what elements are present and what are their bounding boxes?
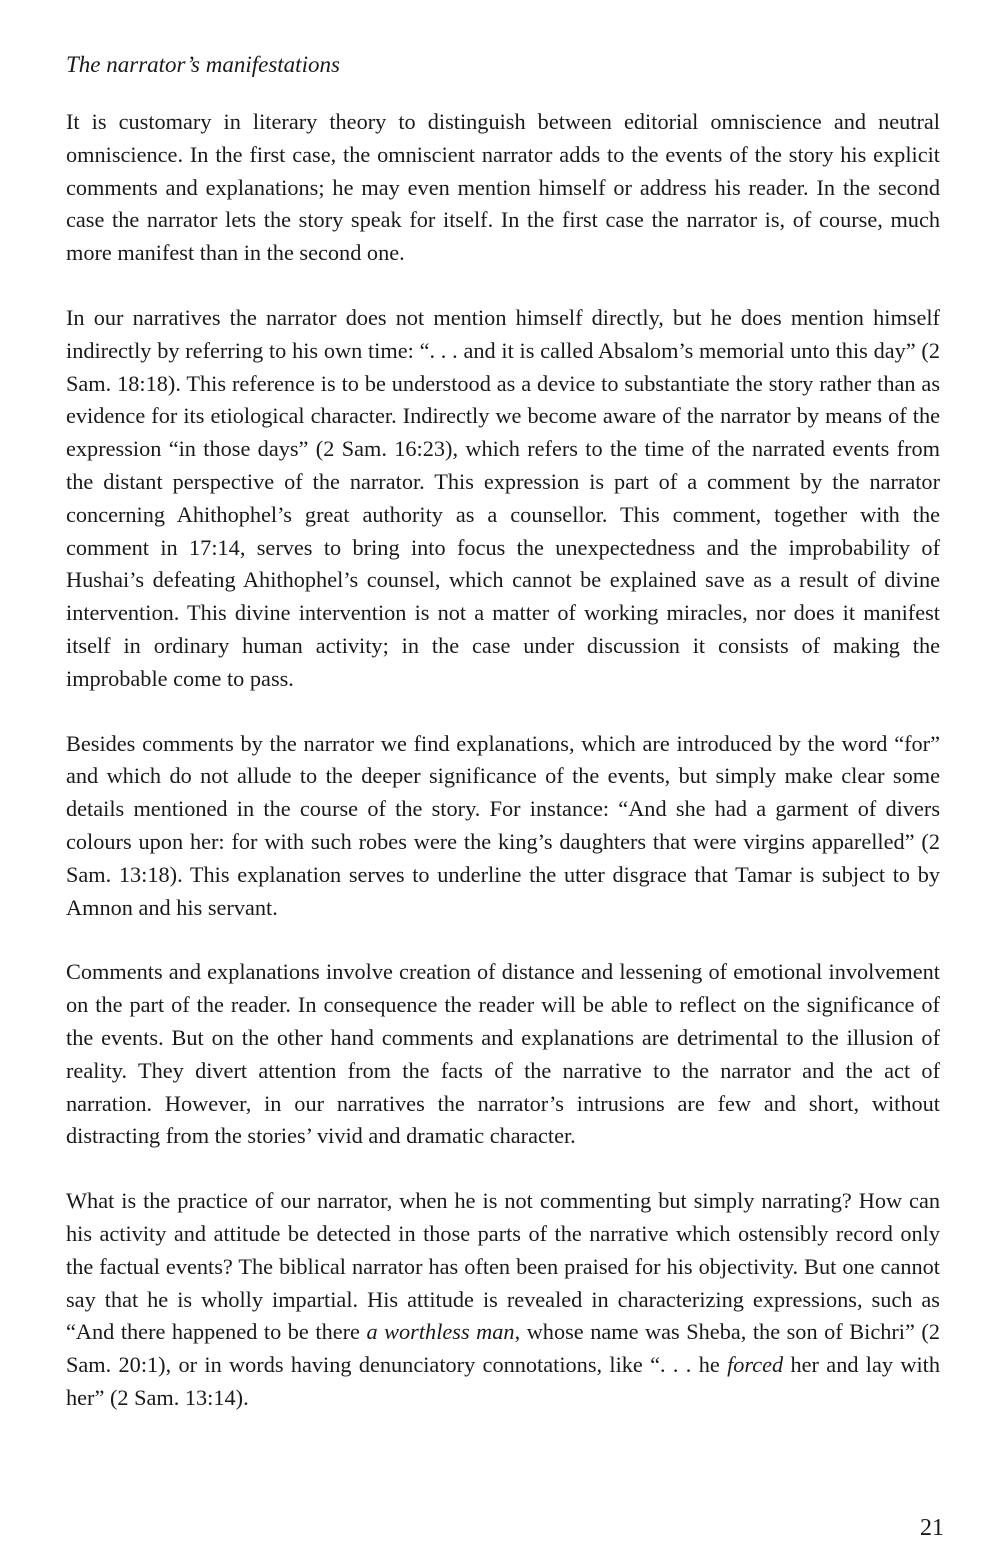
- paragraph-2: In our narratives the narrator does not mention himself directly, but he does mention himself indirectly by referring to his own time: “. . . and it is called Absalom’s memorial unto this day” (2 Sam. 18:18). This reference is to be understood as a device to substantiate the story rather than as evidence for its etiological character. Indirectly we become aware of the narrator by means of the expression “in those days” (2 Sam. 16:23), which refers to the time of the narrated events from the distant perspective of the narrator. This expression is part of a comment by the narrator concerning Ahithophel’s great authority as a counsellor. This comment, together with the comment in 17:14, serves to bring into focus the unexpectedness and the improbability of Hushai’s defeating Ahithophel’s counsel, which cannot be explained save as a result of divine intervention. This divine intervention is not a matter of working miracles, nor does it manifest itself in ordinary human activity; in the case under discussion it consists of making the improbable come to pass.: [66, 304, 940, 691]
- page-body: [66, 50, 940, 1447]
- paragraph-5-part-1: What is the practice of our narrator, when he is not commenting but simply narrating? How can his activity and attitude be detected in those parts of the narrative which ostensibly record only the factual events? The biblical narrator has often been praised for his objectivity. But one cannot say that he is wholly impartial. His attitude is revealed in characterizing expressions, such as “And there happened to be there: [66, 1188, 940, 1345]
- paragraph-5-italic-1: a worthless man: [366, 1319, 515, 1345]
- paragraph-3: Besides comments by the narrator we find explanations, which are introduced by the word “for” and which do not allude to the deeper significance of the events, but simply make clear some details mentioned in the course of the story. For instance: “And she had a garment of divers colours upon her: for with such robes were the king’s daughters that were virgins apparelled” (2 Sam. 13:18). This explanation serves to underline the utter disgrace that Tamar is subject to by Amnon and his servant.: [66, 730, 940, 920]
- paragraph-5-part-2: , whose name was Sheba, the son of Bichri” (2 Sam. 20:1), or in words having denunciatory connotations, like “. . . he: [66, 1319, 940, 1378]
- paragraph-1: It is customary in literary theory to distinguish between editorial omniscience and neutral omniscience. In the first case, the omniscient narrator adds to the events of the story his explicit comments and explanations; he may even mention himself or address his reader. In the second case the narrator lets the story speak for itself. In the first case the narrator is, of course, much more manifest than in the second one.: [66, 109, 940, 266]
- paragraph-5: [66, 1185, 940, 1415]
- page-number: 21: [920, 1515, 944, 1541]
- paragraph-4: Comments and explanations involve creation of distance and lessening of emotional involvement on the part of the reader. In consequence the reader will be able to reflect on the significance of the events. But on the other hand comments and explanations are detrimental to the illusion of reality. They divert attention from the facts of the narrative to the narrator and the act of narration. However, in our narratives the narrator’s intrusions are few and short, without distracting from the stories’ vivid and dramatic character.: [66, 959, 940, 1149]
- running-head: The narrator’s manifestations: [66, 52, 340, 77]
- paragraph-5-part-3: her and lay with her” (2 Sam. 13:14).: [66, 1352, 941, 1410]
- paragraph-5-italic-2: forced: [727, 1352, 784, 1378]
